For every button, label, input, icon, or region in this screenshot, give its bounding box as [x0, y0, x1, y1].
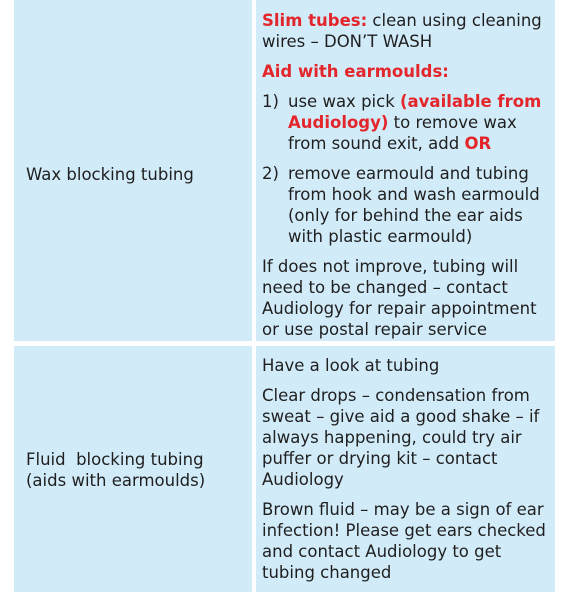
- step-2-number: 2): [262, 164, 279, 183]
- slim-tubes-text: clean using cleaning wires – DON’T WASH: [262, 11, 542, 51]
- wax-footer-note: If does not improve, tubing will need to be changed – contact Audiology for repair appointment or use postal repair service: [262, 257, 537, 339]
- slim-tubes-instruction: [262, 10, 549, 52]
- step-1-or: OR: [464, 134, 492, 153]
- fluid-para-3: Brown fluid – may be a sign of ear infection! Please get ears checked and contact Audiology to get tubing changed: [262, 500, 546, 582]
- solution-cell-wax: [256, 0, 555, 341]
- slim-tubes-heading: Slim tubes:: [262, 11, 368, 30]
- step-1-text-b: to remove wax from sound exit, add: [288, 113, 517, 153]
- problem-label-fluid-line1: Fluid blocking tubing: [26, 450, 204, 469]
- step-1-availability: (available from Audiology): [288, 92, 542, 132]
- problem-cell-fluid: [14, 346, 252, 592]
- solution-content-fluid: [262, 355, 549, 583]
- step-2: [262, 163, 549, 247]
- problem-label-fluid-line2: (aids with earmoulds): [26, 471, 206, 490]
- step-1-text-a: use wax pick: [288, 92, 400, 111]
- fluid-para-2: Clear drops – condensation from sweat – give aid a good shake – if always happening, could try air puffer or drying kit – contact Audiology: [262, 386, 540, 489]
- solution-content-wax: [262, 10, 549, 340]
- solution-cell-fluid: [256, 346, 555, 592]
- problem-label-fluid: [26, 449, 205, 491]
- step-1-number: 1): [262, 92, 279, 111]
- step-1: [262, 91, 549, 154]
- earmoulds-heading: Aid with earmoulds:: [262, 62, 449, 81]
- fluid-para-1: Have a look at tubing: [262, 356, 440, 375]
- problem-cell-wax: [14, 0, 252, 341]
- step-2-text: remove earmould and tubing from hook and wash earmould (only for behind the ear aids with plastic earmould): [288, 164, 540, 246]
- problem-label-wax: Wax blocking tubing: [26, 165, 194, 184]
